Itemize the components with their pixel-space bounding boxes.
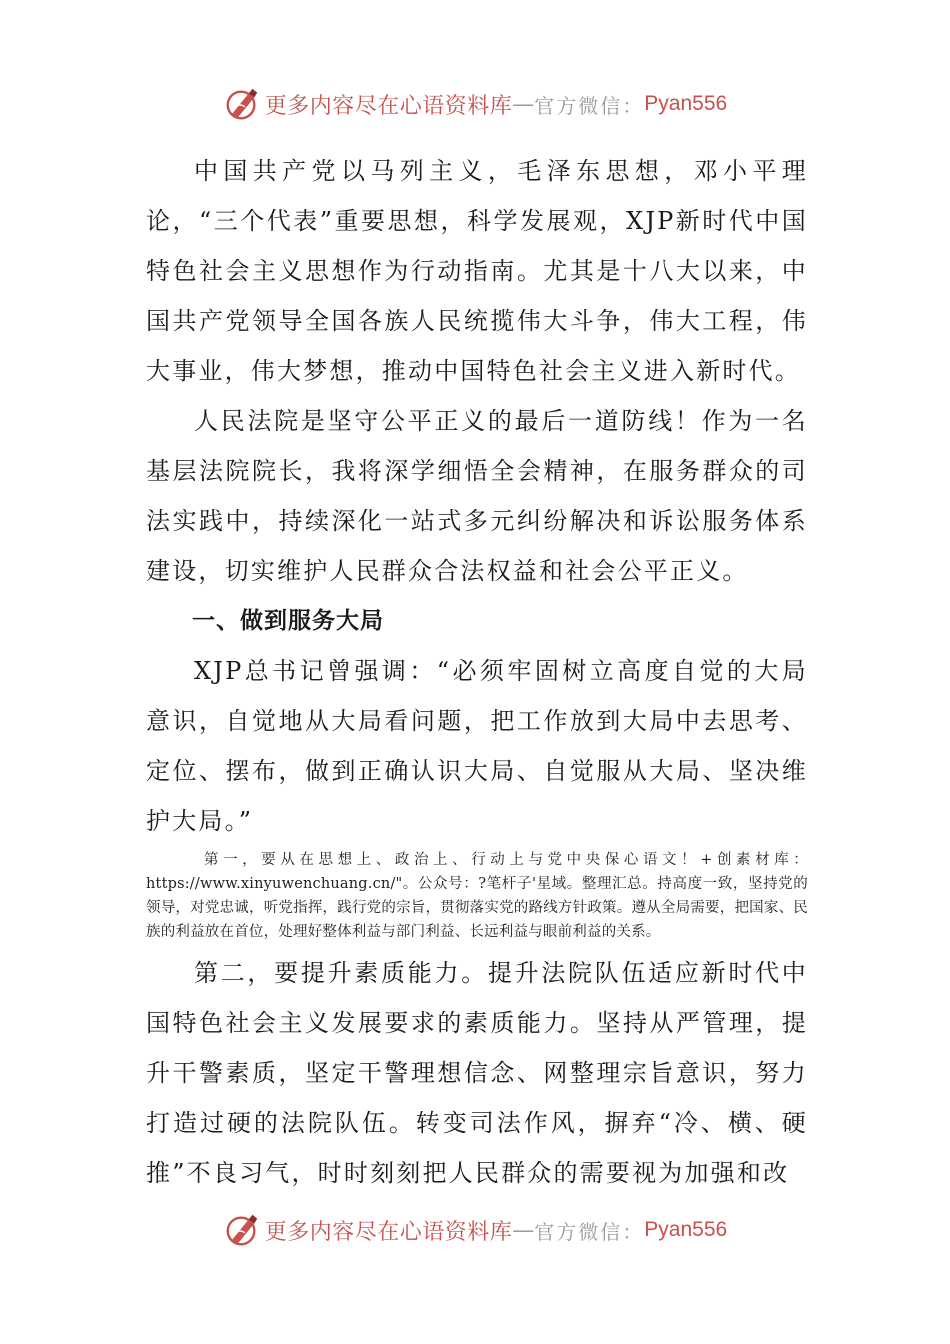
small-print-paragraph: 第一，要从在思想上、政治上、行动上与党中央保心语文！+创素材库：https://www.xinyuwenchuang.cn/"。公众号：?笔杆子'星域。整理汇总。持高度一致，坚持党的领导，对党忠诚，听党指挥，践行党的宗旨，贯彻落实党的路线方针政策。遵从全局需要，把国家、民族的利益放在首位，处理好整体利益与部门利益、长远利益与眼前利益的关系。 <box>146 852 808 940</box>
banner-title: 更多内容尽在心语资料库 <box>264 93 513 119</box>
header-banner <box>0 84 950 124</box>
banner-title: 更多内容尽在心语资料库 <box>264 1219 513 1245</box>
quote-paragraph: XJP总书记曾强调：“必须牢固树立高度自觉的大局意识，自觉地从大局看问题，把工作放到大局中去思考、定位、摆布，做到正确认识大局、自觉服从大局、坚决维护大局。” <box>146 657 808 835</box>
section-heading: 一、做到服务大局 <box>192 608 384 634</box>
banner-separator: — <box>512 91 535 117</box>
banner-wechat-label: 官方微信： <box>534 93 645 118</box>
paragraph-last: 第二，要提升素质能力。提升法院队伍适应新时代中国特色社会主义发展要求的素质能力。坚持从严管理，提升干警素质，坚定干警理想信念、网整理宗旨意识，努力打造过硬的法院队伍。转变司法作风，摒弃“冷、横、硬推”不良习气，时时刻刻把人民群众的需要视为加强和改 <box>146 959 808 1187</box>
banner-separator: — <box>512 1217 535 1243</box>
banner-wechat-label: 官方微信： <box>534 1219 645 1244</box>
paragraph-2: 人民法院是坚守公平正义的最后一道防线！作为一名基层法院院长，我将深学细悟全会精神，在服务群众的司法实践中，持续深化一站式多元纠纷解决和诉讼服务体系建设，切实维护人民群众合法权益和社会公平正义。 <box>146 407 808 585</box>
paragraph-1: 中国共产党以马列主义，毛泽东思想，邓小平理论，“三个代表”重要思想，科学发展观，XJP新时代中国特色社会主义思想作为行动指南。尤其是十八大以来，中国共产党领导全国各族人民统揽伟大斗争，伟大工程，伟大事业，伟大梦想，推动中国特色社会主义进入新时代。 <box>146 157 808 385</box>
pen-logo-icon <box>223 85 261 123</box>
pen-logo-icon <box>223 1211 261 1249</box>
document-body <box>146 146 808 1198</box>
footer-banner <box>0 1210 950 1250</box>
banner-wechat-id: Pyan556 <box>644 92 728 115</box>
banner-wechat-id: Pyan556 <box>644 1218 728 1241</box>
